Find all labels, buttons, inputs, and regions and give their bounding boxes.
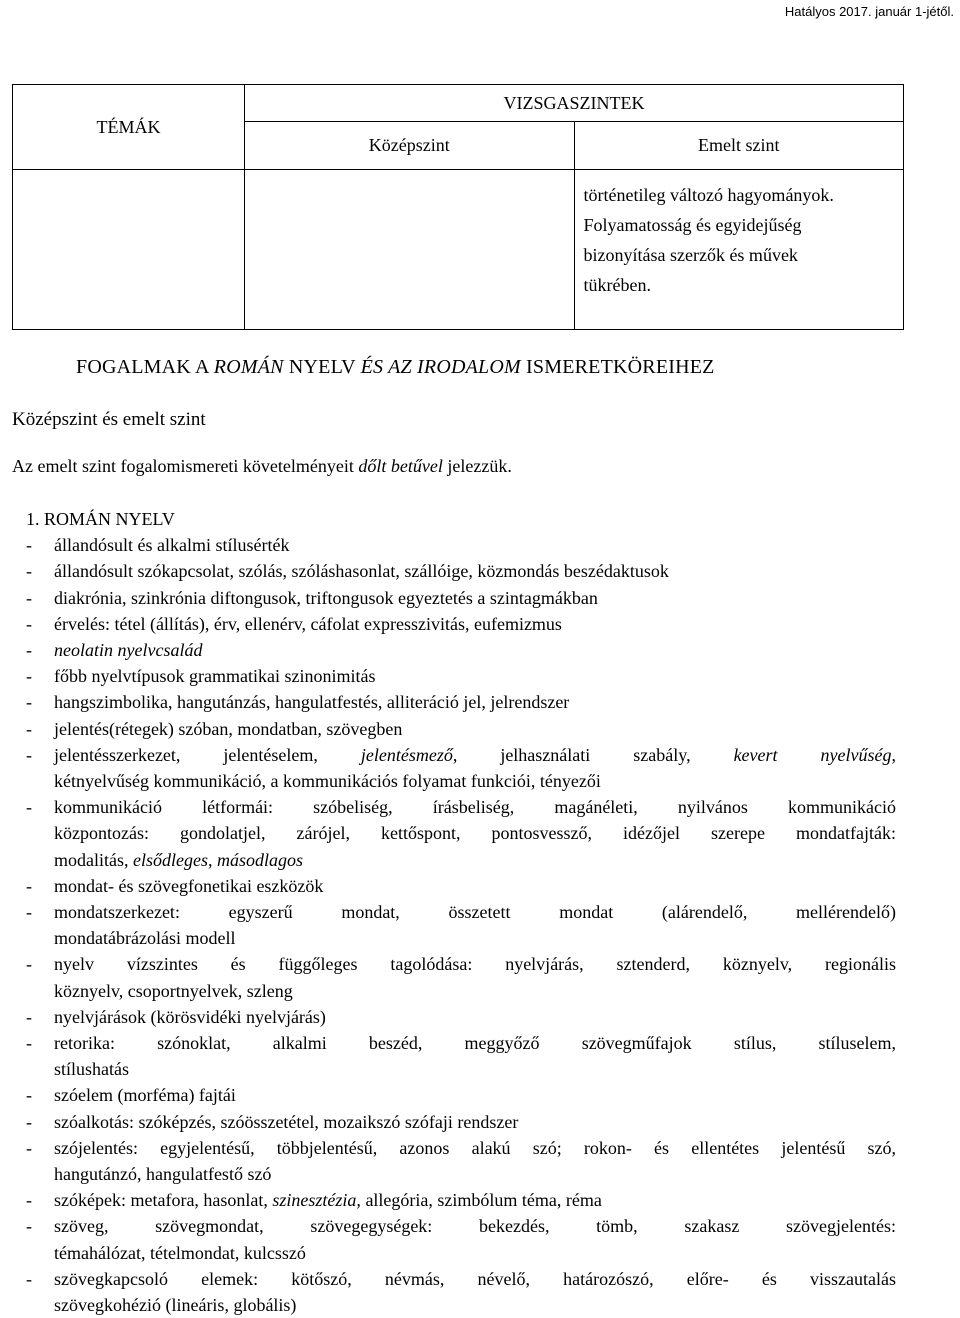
list-item: - mondat- és szövegfonetikai eszközök <box>26 875 324 896</box>
mid-level-header: Középszint <box>245 122 575 170</box>
list-item: - szöveg, szövegmondat, szövegegységek: bekezdés, tömb, szakasz szövegjelentés: témahálózat, tételmondat, kulcsszó <box>26 1216 896 1263</box>
mid-level-cell <box>245 170 575 330</box>
list-item: - állandósult szókapcsolat, szólás, szóláshasonlat, szállóige, közmondás beszédaktusok <box>26 561 669 582</box>
list-item: - jelentésszerkezet, jelentéselem, jelentésmező, jelhasználati szabály, kevert nyelvűség, kétnyelvűség kommunikáció, a kommunikációs folyamat funkciói, tényezői <box>26 744 896 792</box>
list-item: - mondatszerkezet: egyszerű mondat, összetett mondat (alárendelő, mellérendelő) mondatábrázolási modell <box>26 902 896 949</box>
topics-cell <box>13 170 245 330</box>
adv-line: Folyamatosság és egyidejűség <box>583 215 802 235</box>
exam-levels-table <box>12 84 904 330</box>
list-item: - diakrónia, szinkrónia diftongusok, triftongusok egyeztetés a szintagmákban <box>26 587 598 608</box>
list-item: - retorika: szónoklat, alkalmi beszéd, meggyőző szövegműfajok stílus, stíluselem, stílushatás <box>26 1033 896 1080</box>
list-item: - szövegkapcsoló elemek: kötőszó, névmás, névelő, határozószó, előre- és visszautalás szövegkohézió (lineáris, globális) <box>26 1268 896 1316</box>
list-item: - hangszimbolika, hangutánzás, hangulatfestés, alliteráció jel, jelrendszer <box>26 692 570 713</box>
adv-line: történetileg változó hagyományok. <box>583 185 834 205</box>
concept-list <box>26 506 896 1318</box>
levels-header: VIZSGASZINTEK <box>245 85 904 122</box>
section-levels: Középszint és emelt szint <box>12 409 206 430</box>
adv-level-header: Emelt szint <box>574 122 904 170</box>
list-item: - szóképek: metafora, hasonlat, szinesztézia, allegória, szimbólum téma, réma <box>26 1190 602 1211</box>
list-item: - nyelv vízszintes és függőleges tagolódása: nyelvjárás, sztenderd, köznyelv, regionális köznyelv, csoportnyelvek, szleng <box>26 954 896 1001</box>
list-item: - nyelvjárások (körösvidéki nyelvjárás) <box>26 1006 326 1027</box>
section-title: FOGALMAK A ROMÁN NYELV ÉS AZ IRODALOM ISMERETKÖREIHEZ <box>76 356 715 378</box>
list-item: - neolatin nyelvcsalád <box>26 640 203 661</box>
adv-line: tükrében. <box>583 275 651 295</box>
list-item: - kommunikáció létformái: szóbeliség, írásbeliség, magánéleti, nyilvános kommunikáció központozás: gondolatjel, zárójel, kettőspont, pontosvessző, idézőjel szerepe mondatfajták: modalitás, elsődleges, másodlagos <box>26 797 896 870</box>
list-item: - érvelés: tétel (állítás), érv, ellenérv, cáfolat expresszivitás, eufemizmus <box>26 613 562 634</box>
list-item: - állandósult és alkalmi stílusérték <box>26 535 290 556</box>
list-item: - főbb nyelvtípusok grammatikai szinonimitás <box>26 666 376 687</box>
adv-line: bizonyítása szerzők és művek <box>583 245 798 265</box>
validity-note: Hatályos 2017. január 1-jétől. <box>784 4 954 19</box>
list-item: - szójelentés: egyjelentésű, többjelentésű, azonos alakú szó; rokon- és ellentétes jelentésű szó, hangutánzó, hangulatfestő szó <box>26 1137 896 1185</box>
section-note: Az emelt szint fogalomismereti követelményeit dőlt betűvel jelezzük. <box>12 456 512 476</box>
list-title: 1. ROMÁN NYELV <box>26 509 175 529</box>
adv-level-cell <box>574 170 904 330</box>
list-item: - szóelem (morféma) fajtái <box>26 1085 236 1106</box>
topics-header: TÉMÁK <box>13 85 245 170</box>
list-item: - szóalkotás: szóképzés, szóösszetétel, mozaikszó szófaji rendszer <box>26 1111 519 1132</box>
list-item: - jelentés(rétegek) szóban, mondatban, szövegben <box>26 718 403 739</box>
